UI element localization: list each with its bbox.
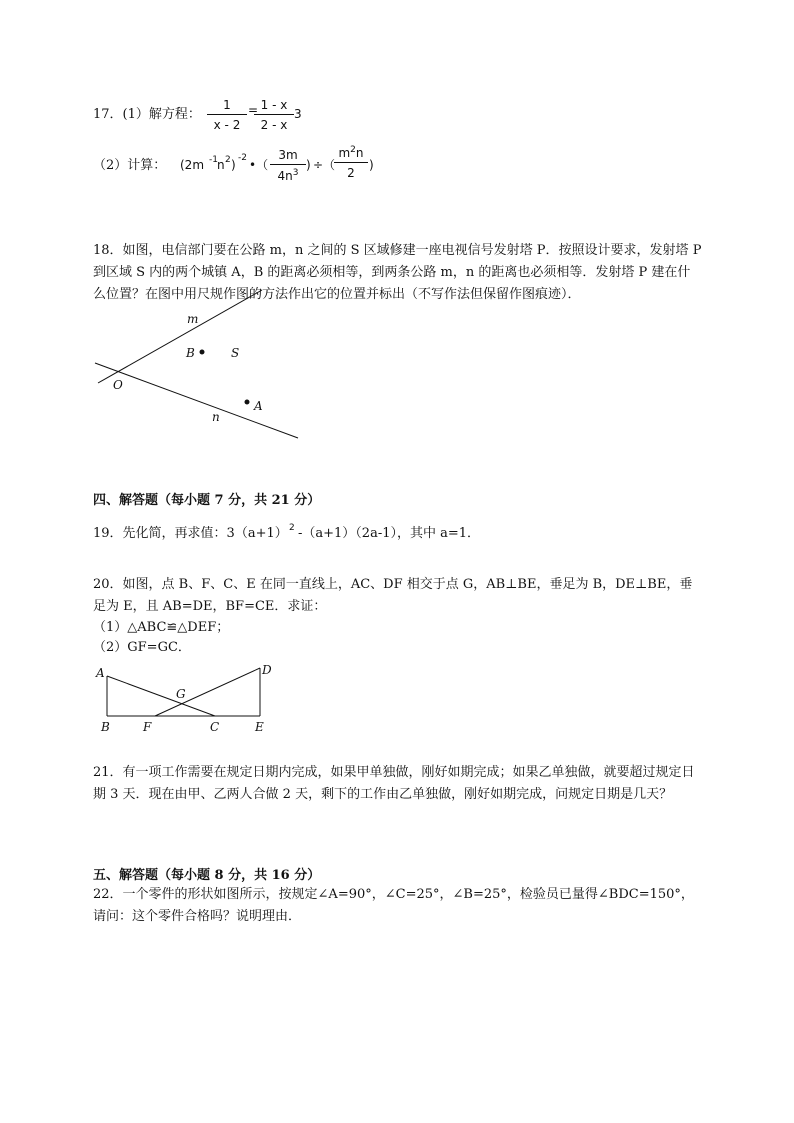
section-4-title: 四、解答题（每小题 7 分，共 21 分）: [93, 493, 321, 508]
q17-divide: ÷（: [313, 158, 336, 172]
q17-trailing-3: 3: [294, 107, 302, 121]
label-b: B: [186, 346, 195, 360]
label-b: B: [101, 720, 110, 734]
label-e: E: [255, 720, 264, 734]
q20-text: 20．如图，点 B、F、C、E 在同一直线上，AC、DF 相交于点 G，AB⊥BE，垂足为 B，DE⊥BE，垂足为 E，且 AB=DE，BF=CE．求证：: [93, 577, 693, 614]
fraction-numerator: 1 - x: [260, 98, 288, 112]
q20-sub1: （1）△ABC≌△DEF；: [93, 620, 230, 635]
q17-part2-prefix: （2）计算：: [93, 158, 167, 173]
label-f: F: [143, 720, 152, 734]
q17-dot: •（: [249, 158, 269, 172]
fraction-numerator: 1: [223, 98, 231, 112]
fraction-denominator: x - 2: [213, 118, 241, 132]
label-d: D: [262, 663, 272, 677]
label-n: n: [212, 410, 220, 424]
q17-expr-close: ): [231, 158, 236, 172]
q17-exp-2: 2: [225, 155, 231, 165]
num-exp: 2: [350, 145, 356, 155]
q17-close-2: ): [306, 158, 311, 172]
q17-close-3: ): [369, 158, 374, 172]
q17-part1-prefix: 17．(1）解方程：: [93, 107, 201, 122]
q17-expr-base: (2m: [180, 158, 205, 172]
label-m: m: [187, 312, 199, 326]
q17-exp-1: -1: [209, 155, 218, 165]
q17-equals: =: [248, 103, 259, 117]
fraction-denominator: 2: [347, 166, 355, 180]
q19-prefix: 19．先化简，再求值：3（a+1）: [93, 526, 288, 541]
label-g: G: [176, 687, 186, 701]
num-tail: n: [355, 146, 364, 160]
q17-expr-n: n: [217, 158, 225, 172]
q21-text: 21．有一项工作需要在规定日期内完成，如果甲单独做，刚好如期完成；如果乙单独做，就要超过规定日期 3 天．现在由甲、乙两人合做 2 天，剩下的工作由乙单独做，刚好如期完成，问规定日期是几天？: [93, 765, 695, 802]
label-a: A: [254, 399, 263, 413]
den-exp: 3: [292, 168, 299, 178]
fraction-denominator: 2 - x: [260, 118, 288, 132]
num-text: m: [338, 146, 351, 160]
q22-text: 22．一个零件的形状如图所示，按规定∠A=90°，∠C=25°，∠B=25°，检验员已量得∠BDC=150°，请问：这个零件合格吗？说明理由．: [93, 887, 694, 924]
q20-sub2: （2）GF=GC．: [93, 640, 191, 655]
q17-exp-3: -2: [238, 153, 247, 163]
q19-exp: 2: [289, 523, 295, 533]
label-c: C: [210, 720, 220, 734]
label-o: O: [113, 378, 123, 392]
section-5-title: 五、解答题（每小题 8 分，共 16 分）: [93, 868, 321, 883]
q18-text: 18．如图，电信部门要在公路 m，n 之间的 S 区域修建一座电视信号发射塔 P．按照设计要求，发射塔 P 到区域 S 内的两个城镇 A，B 的距离必须相等，到两条公路 m，n 的距离也必须相等．发射塔 P 建在什么位置？在图中用尺规作图的方法作出它的位置并标出（不写作法但保留作图痕迹）．: [93, 243, 702, 302]
label-a: A: [96, 666, 105, 680]
label-s: S: [231, 346, 240, 360]
den-text: 4n: [277, 169, 293, 183]
fraction-numerator: 3m: [278, 148, 298, 162]
segment-df: [155, 668, 260, 716]
q19-suffix: -（a+1）（2a-1），其中 a=1．: [298, 526, 481, 541]
